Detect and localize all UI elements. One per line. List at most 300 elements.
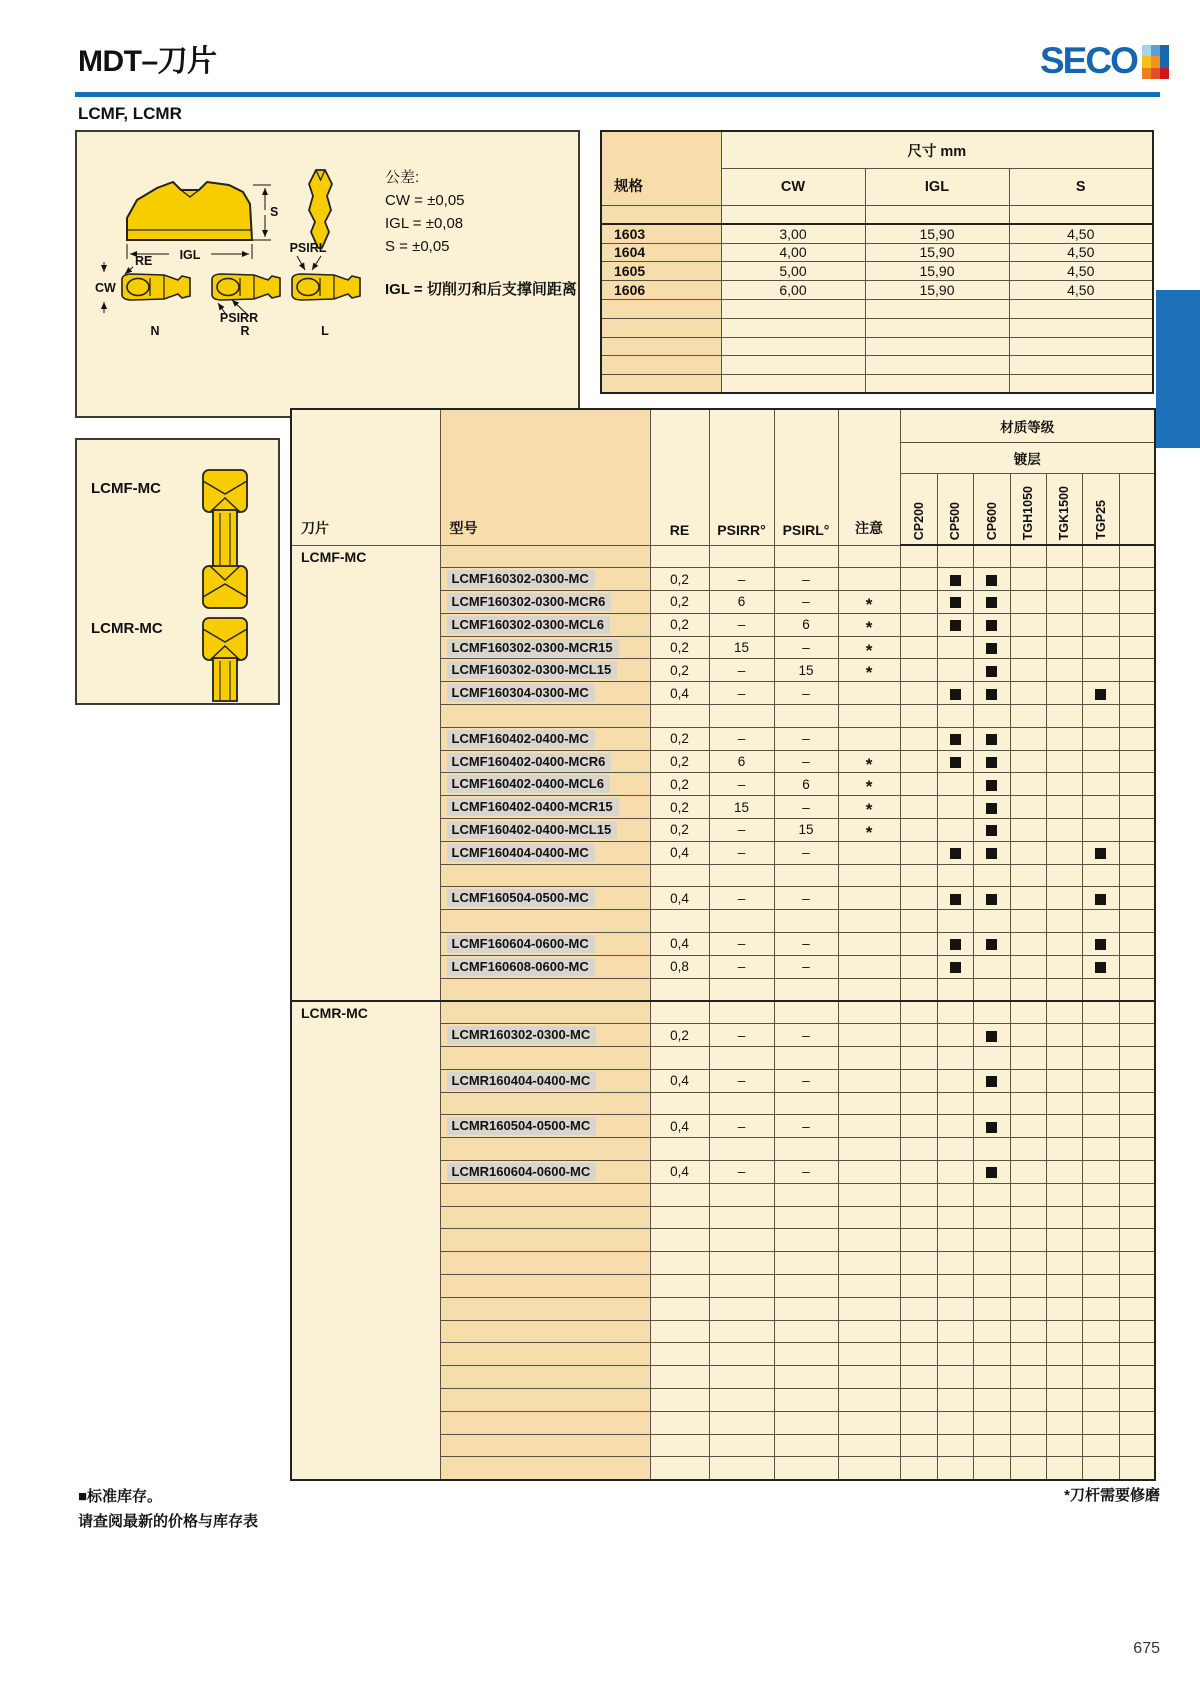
psirr-cell: 15: [709, 636, 774, 659]
stock-mark-icon: [1095, 939, 1106, 950]
re-cell: [650, 864, 709, 887]
grade-cell-cp200: [900, 636, 937, 659]
psirr-cell: [709, 1092, 774, 1115]
stock-mark-icon: [986, 597, 997, 608]
logo-square-icon: [1151, 45, 1160, 56]
grade-cell-empty: [1119, 1161, 1155, 1184]
model-cell: [440, 1275, 650, 1298]
grade-cell-tgk1500: [1046, 1252, 1082, 1275]
grade-cell-tgk1500: [1046, 1320, 1082, 1343]
logo-square-icon: [1160, 45, 1169, 56]
psirr-cell: [709, 1047, 774, 1070]
side-view-l: [292, 274, 360, 300]
psirr-cell: –: [709, 1161, 774, 1184]
model-designation: LCMF160302-0300-MC: [447, 570, 595, 588]
grade-cell-cp500: [937, 1183, 973, 1206]
grade-cell-cp500: [937, 1297, 973, 1320]
grade-header-empty: [1119, 474, 1155, 546]
note-cell: [838, 1024, 900, 1047]
dims-spec-cell: 1604: [601, 243, 721, 262]
grade-cell-cp200: [900, 659, 937, 682]
grade-cell-tgk1500: [1046, 705, 1082, 728]
grade-cell-tgh1050: [1010, 545, 1046, 568]
grade-cell-cp600: [973, 659, 1010, 682]
grade-cell-tgp25: [1082, 1434, 1119, 1457]
re-cell: [650, 1297, 709, 1320]
psirl-cell: [774, 1297, 838, 1320]
note-cell: [838, 1229, 900, 1252]
grade-cell-cp600: [973, 727, 1010, 750]
grade-cell-cp500: [937, 1434, 973, 1457]
stock-mark-icon: [950, 620, 961, 631]
grade-cell-tgk1500: [1046, 978, 1082, 1001]
family-inserts-drawing: [77, 440, 278, 703]
grade-cell-tgk1500: [1046, 955, 1082, 978]
logo-square-icon: [1151, 68, 1160, 79]
grade-cell-cp200: [900, 1252, 937, 1275]
note-cell: [838, 1343, 900, 1366]
psirl-cell: [774, 1229, 838, 1252]
grade-cell-empty: [1119, 1115, 1155, 1138]
psirr-cell: [709, 1388, 774, 1411]
psirl-cell: [774, 545, 838, 568]
grade-cell-tgk1500: [1046, 613, 1082, 636]
model-cell: [440, 750, 650, 773]
grade-cell-cp200: [900, 887, 937, 910]
dim-label-re: RE: [135, 254, 153, 268]
grade-cell-cp500: [937, 1457, 973, 1480]
stock-mark-icon: [986, 780, 997, 791]
grade-cell-cp500: [937, 841, 973, 864]
grade-cell-cp600: [973, 1457, 1010, 1480]
stock-mark-icon: [986, 1167, 997, 1178]
model-cell: [440, 955, 650, 978]
note-cell: [838, 682, 900, 705]
grade-cell-cp500: [937, 1206, 973, 1229]
stock-mark-icon: [950, 597, 961, 608]
insert-selection-table: [290, 408, 1156, 1481]
grade-cell-cp500: [937, 1275, 973, 1298]
grade-cell-cp200: [900, 1275, 937, 1298]
grade-cell-cp200: [900, 1001, 937, 1024]
model-cell: [440, 1252, 650, 1275]
model-cell: [440, 978, 650, 1001]
grade-cell-empty: [1119, 1069, 1155, 1092]
grade-cell-empty: [1119, 910, 1155, 933]
logo-square-icon: [1142, 68, 1151, 79]
igl-column-header: IGL: [865, 169, 1009, 206]
model-cell: [440, 819, 650, 842]
psirr-cell: 15: [709, 796, 774, 819]
dims-row: [601, 337, 1153, 356]
dims-value-cell: [1009, 356, 1153, 375]
model-cell: [440, 910, 650, 933]
grade-cell-cp600: [973, 636, 1010, 659]
regrind-star-icon: *: [865, 594, 873, 614]
psirl-cell: [774, 1457, 838, 1480]
model-cell: [440, 1161, 650, 1184]
note-cell: [838, 1434, 900, 1457]
psirr-cell: [709, 705, 774, 728]
model-cell: [440, 773, 650, 796]
grade-cell-cp500: [937, 933, 973, 956]
grade-cell-tgp25: [1082, 636, 1119, 659]
grade-cell-cp200: [900, 1343, 937, 1366]
note-cell: [838, 1297, 900, 1320]
re-cell: 0,4: [650, 682, 709, 705]
grade-cell-empty: [1119, 887, 1155, 910]
psirl-cell: [774, 1206, 838, 1229]
stock-mark-icon: [950, 734, 961, 745]
grade-cell-tgp25: [1082, 1411, 1119, 1434]
grade-cell-tgh1050: [1010, 978, 1046, 1001]
grade-header-label: CP600: [984, 501, 999, 540]
re-cell: [650, 545, 709, 568]
dims-value-cell: [865, 337, 1009, 356]
grade-cell-cp500: [937, 887, 973, 910]
grade-cell-cp600: [973, 682, 1010, 705]
psirr-cell: [709, 1229, 774, 1252]
grade-cell-tgh1050: [1010, 955, 1046, 978]
grade-cell-tgp25: [1082, 568, 1119, 591]
grade-cell-cp200: [900, 955, 937, 978]
grade-cell-empty: [1119, 636, 1155, 659]
psirr-cell: –: [709, 841, 774, 864]
grade-cell-cp600: [973, 1252, 1010, 1275]
model-cell: [440, 1024, 650, 1047]
grade-cell-cp200: [900, 545, 937, 568]
grade-cell-cp600: [973, 933, 1010, 956]
grade-cell-cp500: [937, 568, 973, 591]
psirr-column-header: PSIRR°: [709, 409, 774, 545]
model-cell: [440, 705, 650, 728]
grade-cell-tgh1050: [1010, 1411, 1046, 1434]
dims-value-cell: [721, 356, 865, 375]
grade-cell-empty: [1119, 727, 1155, 750]
grade-cell-tgp25: [1082, 864, 1119, 887]
grade-cell-empty: [1119, 1138, 1155, 1161]
psirl-cell: –: [774, 1024, 838, 1047]
grade-cell-tgp25: [1082, 545, 1119, 568]
regrind-footnote: *刀杆需要修磨: [1064, 1487, 1160, 1504]
grade-cell-tgk1500: [1046, 1206, 1082, 1229]
grade-cell-cp200: [900, 1024, 937, 1047]
regrind-star-icon: *: [865, 640, 873, 659]
model-cell: [440, 1297, 650, 1320]
model-designation: LCMF160404-0400-MC: [447, 844, 595, 862]
re-cell: [650, 1001, 709, 1024]
model-cell: [440, 1047, 650, 1070]
grade-cell-cp200: [900, 1457, 937, 1480]
grade-cell-tgp25: [1082, 1047, 1119, 1070]
grade-cell-tgp25: [1082, 659, 1119, 682]
model-cell: [440, 727, 650, 750]
grade-cell-empty: [1119, 1252, 1155, 1275]
note-cell: [838, 1411, 900, 1434]
psirr-cell: [709, 1297, 774, 1320]
note-cell: [838, 1252, 900, 1275]
model-designation: LCMR160504-0500-MC: [447, 1117, 597, 1135]
grade-cell-cp600: [973, 978, 1010, 1001]
stock-mark-icon: [950, 689, 961, 700]
grade-cell-cp200: [900, 613, 937, 636]
dims-value-cell: [865, 206, 1009, 225]
grade-cell-cp200: [900, 910, 937, 933]
re-cell: [650, 1343, 709, 1366]
re-cell: 0,2: [650, 819, 709, 842]
insert-family-name: LCMR-MC: [301, 1004, 368, 1021]
grade-cell-cp200: [900, 1161, 937, 1184]
stock-mark-icon: [986, 643, 997, 654]
note-cell: [838, 978, 900, 1001]
side-view-n: [122, 274, 190, 300]
grade-cell-cp200: [900, 1411, 937, 1434]
re-column-header: RE: [650, 409, 709, 545]
stock-mark-icon: [950, 962, 961, 973]
note-cell: [838, 773, 900, 796]
grade-cell-cp200: [900, 1320, 937, 1343]
grade-cell-cp500: [937, 1343, 973, 1366]
grade-cell-empty: [1119, 705, 1155, 728]
grade-cell-cp500: [937, 796, 973, 819]
model-cell: [440, 841, 650, 864]
grade-cell-cp600: [973, 1411, 1010, 1434]
tolerance-title: 公差:: [385, 169, 420, 186]
page-title: MDT–刀片: [78, 45, 217, 78]
grade-cell-cp600: [973, 773, 1010, 796]
psirl-cell: [774, 1343, 838, 1366]
psirl-cell: –: [774, 727, 838, 750]
model-cell: [440, 933, 650, 956]
grade-header-label: CP200: [911, 501, 926, 540]
insert-diagram-box: [75, 130, 580, 418]
logo-square-icon: [1160, 56, 1169, 67]
grade-cell-empty: [1119, 796, 1155, 819]
psirl-cell: –: [774, 1115, 838, 1138]
grade-cell-empty: [1119, 1457, 1155, 1480]
grade-cell-cp600: [973, 1229, 1010, 1252]
psirl-cell: –: [774, 636, 838, 659]
grade-cell-tgh1050: [1010, 568, 1046, 591]
psirr-cell: [709, 1001, 774, 1024]
note-cell: [838, 545, 900, 568]
model-cell: [440, 659, 650, 682]
insert-family-cell: [291, 1001, 440, 1480]
grade-header-label: TGK1500: [1057, 485, 1071, 540]
psirl-cell: –: [774, 933, 838, 956]
grade-cell-empty: [1119, 1092, 1155, 1115]
grade-cell-tgk1500: [1046, 773, 1082, 796]
chapter-tab: [1156, 290, 1200, 448]
grade-cell-cp500: [937, 955, 973, 978]
grade-cell-cp500: [937, 1229, 973, 1252]
note-column-header: 注意: [838, 409, 900, 545]
re-cell: 0,2: [650, 727, 709, 750]
dims-row: [601, 375, 1153, 394]
regrind-star-icon: *: [865, 822, 873, 842]
grade-cell-tgk1500: [1046, 591, 1082, 614]
grade-header-tgp25: [1082, 474, 1119, 546]
note-cell: [838, 568, 900, 591]
psirl-cell: [774, 1411, 838, 1434]
grade-header-label: TGH1050: [1021, 485, 1035, 540]
grade-cell-tgh1050: [1010, 727, 1046, 750]
grade-header-tgh1050: [1010, 474, 1046, 546]
model-designation: LCMF160604-0600-MC: [447, 935, 595, 953]
psirl-cell: [774, 1434, 838, 1457]
model-cell: [440, 1115, 650, 1138]
grade-cell-tgh1050: [1010, 1138, 1046, 1161]
grade-cell-tgp25: [1082, 1001, 1119, 1024]
grade-cell-empty: [1119, 591, 1155, 614]
grade-cell-cp600: [973, 1069, 1010, 1092]
grade-cell-tgh1050: [1010, 1161, 1046, 1184]
grade-cell-empty: [1119, 773, 1155, 796]
psirr-cell: [709, 1206, 774, 1229]
psirl-cell: –: [774, 591, 838, 614]
stock-mark-icon: [986, 757, 997, 768]
dims-row: [601, 356, 1153, 375]
grade-cell-empty: [1119, 1297, 1155, 1320]
grade-cell-empty: [1119, 978, 1155, 1001]
dims-value-cell: [721, 299, 865, 318]
re-cell: 0,2: [650, 1024, 709, 1047]
grade-cell-cp500: [937, 750, 973, 773]
psirl-cell: [774, 978, 838, 1001]
note-cell: [838, 750, 900, 773]
grade-cell-empty: [1119, 1411, 1155, 1434]
grade-cell-cp600: [973, 1001, 1010, 1024]
grade-cell-cp500: [937, 773, 973, 796]
stock-mark-icon: [986, 689, 997, 700]
grade-cell-cp500: [937, 1320, 973, 1343]
grade-cell-tgk1500: [1046, 864, 1082, 887]
model-cell: [440, 1320, 650, 1343]
grade-cell-tgh1050: [1010, 613, 1046, 636]
psirl-cell: [774, 864, 838, 887]
grade-cell-tgk1500: [1046, 887, 1082, 910]
psirl-cell: –: [774, 568, 838, 591]
cw-column-header: CW: [721, 169, 865, 206]
dims-value-cell: [721, 375, 865, 394]
dims-value-cell: [1009, 206, 1153, 225]
model-cell: [440, 887, 650, 910]
psirr-cell: [709, 1366, 774, 1389]
grade-cell-tgh1050: [1010, 682, 1046, 705]
grade-cell-cp200: [900, 1183, 937, 1206]
grade-cell-tgp25: [1082, 613, 1119, 636]
dims-value-cell: [721, 318, 865, 337]
stock-footnote-line2: 请查阅最新的价格与库存表: [78, 1513, 259, 1530]
dims-row: [601, 262, 1153, 281]
grade-cell-cp600: [973, 1047, 1010, 1070]
model-cell: [440, 591, 650, 614]
grade-cell-tgp25: [1082, 933, 1119, 956]
stock-footnote: [78, 1484, 258, 1534]
re-cell: 0,2: [650, 613, 709, 636]
spec-column-header: 规格: [601, 131, 721, 206]
grade-cell-cp600: [973, 819, 1010, 842]
grade-cell-cp200: [900, 933, 937, 956]
stock-footnote-line1: ■标准库存。: [78, 1488, 163, 1505]
note-cell: [838, 1275, 900, 1298]
psirr-cell: –: [709, 682, 774, 705]
grade-cell-empty: [1119, 1183, 1155, 1206]
grade-cell-cp200: [900, 1206, 937, 1229]
seco-logo-squares-icon: [1142, 45, 1169, 79]
grade-cell-tgk1500: [1046, 841, 1082, 864]
grade-cell-cp500: [937, 613, 973, 636]
grade-cell-cp500: [937, 978, 973, 1001]
grade-cell-tgh1050: [1010, 705, 1046, 728]
psirl-cell: –: [774, 1161, 838, 1184]
grade-cell-cp500: [937, 864, 973, 887]
dims-value-cell: [865, 299, 1009, 318]
dimensions-table: [600, 130, 1154, 394]
model-cell: [440, 1229, 650, 1252]
dims-value-cell: 15,90: [865, 243, 1009, 262]
note-cell: [838, 1366, 900, 1389]
insert-family-cell: [291, 545, 440, 1001]
grade-cell-tgk1500: [1046, 819, 1082, 842]
model-cell: [440, 1434, 650, 1457]
grade-cell-cp600: [973, 545, 1010, 568]
grade-cell-tgh1050: [1010, 1457, 1046, 1480]
psirl-cell: [774, 705, 838, 728]
grade-cell-tgp25: [1082, 819, 1119, 842]
grade-cell-cp600: [973, 1343, 1010, 1366]
grade-cell-cp600: [973, 1115, 1010, 1138]
re-cell: 0,4: [650, 933, 709, 956]
grade-cell-tgk1500: [1046, 1183, 1082, 1206]
dims-value-cell: [1009, 375, 1153, 394]
grade-cell-tgk1500: [1046, 1001, 1082, 1024]
psirr-cell: [709, 545, 774, 568]
dims-value-cell: [865, 356, 1009, 375]
psirr-cell: [709, 1457, 774, 1480]
dim-label-cw: CW: [95, 281, 116, 295]
dims-value-cell: [1009, 337, 1153, 356]
stock-mark-icon: [986, 620, 997, 631]
grade-cell-tgp25: [1082, 1388, 1119, 1411]
model-designation: LCMR160302-0300-MC: [447, 1026, 597, 1044]
note-cell: [838, 1047, 900, 1070]
seco-logo-text: SECO: [1040, 40, 1137, 81]
note-cell: [838, 636, 900, 659]
grade-cell-cp600: [973, 1024, 1010, 1047]
grade-cell-empty: [1119, 1320, 1155, 1343]
grade-cell-cp600: [973, 613, 1010, 636]
grade-cell-tgh1050: [1010, 864, 1046, 887]
re-cell: 0,2: [650, 568, 709, 591]
note-cell: [838, 1183, 900, 1206]
psirl-cell: –: [774, 955, 838, 978]
grade-cell-cp200: [900, 796, 937, 819]
model-cell: [440, 1092, 650, 1115]
stock-mark-icon: [1095, 848, 1106, 859]
grade-cell-cp500: [937, 1115, 973, 1138]
grade-cell-tgk1500: [1046, 727, 1082, 750]
grade-cell-tgp25: [1082, 591, 1119, 614]
grade-cell-tgp25: [1082, 750, 1119, 773]
grade-cell-tgh1050: [1010, 1434, 1046, 1457]
psirr-cell: 6: [709, 591, 774, 614]
grade-cell-cp500: [937, 1388, 973, 1411]
dims-spec-cell: [601, 206, 721, 225]
psirr-cell: –: [709, 819, 774, 842]
grade-cell-empty: [1119, 659, 1155, 682]
dims-spec-cell: [601, 356, 721, 375]
